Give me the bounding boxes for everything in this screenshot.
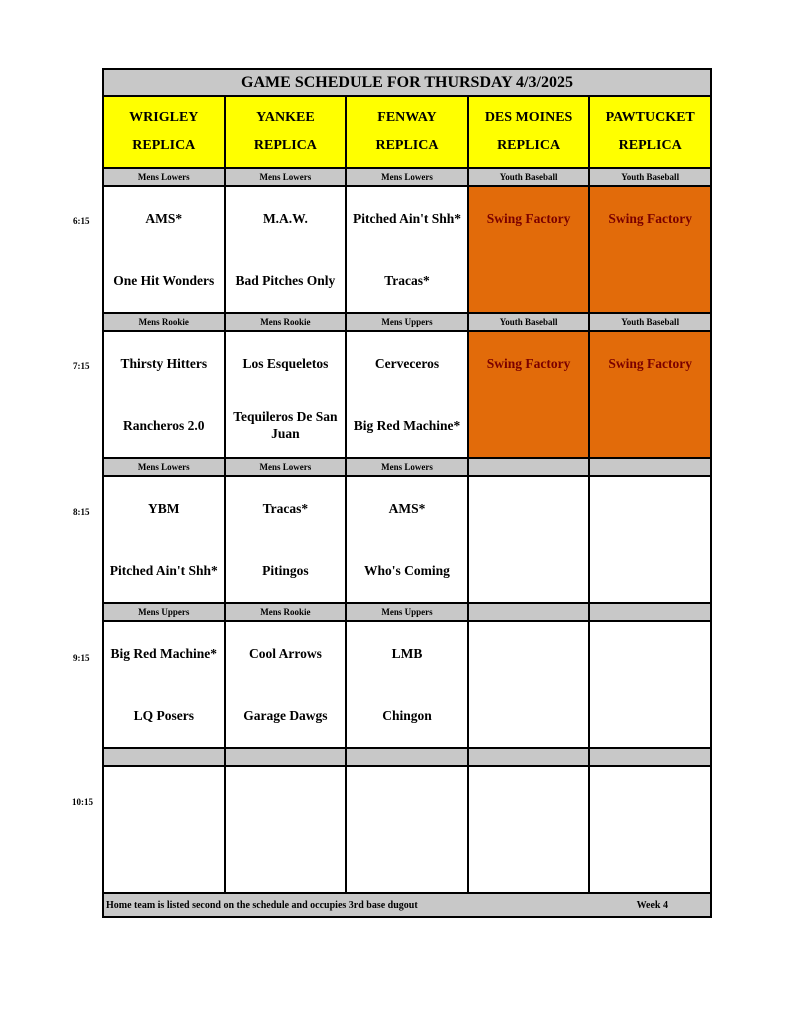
away-team: AMS* — [145, 210, 183, 226]
away-team: Tracas* — [262, 500, 309, 516]
time-label: 6:15 — [73, 216, 90, 226]
game-cell — [346, 331, 468, 458]
division-label: Mens Uppers — [103, 603, 225, 621]
time-label: 8:15 — [73, 507, 90, 517]
division-label: Mens Uppers — [346, 603, 468, 621]
home-team — [590, 684, 710, 746]
away-team — [469, 477, 589, 539]
game-cell-empty — [103, 766, 225, 893]
game-row — [103, 766, 711, 893]
game-cell — [346, 186, 468, 313]
division-label: Youth Baseball — [468, 313, 590, 331]
away-team: M.A.W. — [262, 210, 308, 226]
field-header-fenway: FENWAY REPLICA — [346, 96, 468, 168]
division-label: Mens Rookie — [103, 313, 225, 331]
division-label: Mens Rookie — [225, 313, 347, 331]
game-cell-empty — [468, 621, 590, 748]
game-cell — [225, 476, 347, 603]
away-team: Swing Factory — [608, 355, 692, 371]
division-row — [103, 748, 711, 766]
game-cell — [225, 186, 347, 313]
game-cell-youth — [468, 186, 590, 313]
home-team: Garage Dawgs — [243, 707, 328, 723]
away-team — [590, 767, 710, 829]
footer-note: Home team is listed second on the schedule and occupies 3rd base dugout — [106, 899, 418, 911]
game-cell — [346, 621, 468, 748]
game-row — [103, 186, 711, 313]
home-team: Who's Coming — [364, 562, 450, 578]
field-header-yankee: YANKEE REPLICA — [225, 96, 347, 168]
away-team: Big Red Machine* — [110, 645, 218, 661]
away-team: LMB — [391, 645, 423, 661]
game-row — [103, 476, 711, 603]
division-label: Mens Lowers — [346, 458, 468, 476]
away-team: Pitched Ain't Shh* — [352, 210, 461, 226]
away-team: Swing Factory — [608, 210, 692, 226]
home-team — [469, 684, 589, 746]
division-label — [103, 748, 225, 766]
away-team — [469, 767, 589, 829]
division-label — [468, 458, 590, 476]
away-team — [347, 767, 467, 829]
game-row — [103, 621, 711, 748]
away-team: Swing Factory — [486, 355, 571, 371]
away-team: YBM — [148, 500, 180, 516]
home-team — [590, 249, 710, 311]
home-team: Rancheros 2.0 — [123, 417, 205, 433]
division-row — [103, 603, 711, 621]
division-label: Youth Baseball — [589, 168, 711, 186]
game-cell-empty — [468, 766, 590, 893]
game-cell — [103, 331, 225, 458]
division-row — [103, 458, 711, 476]
away-team — [226, 767, 346, 829]
game-cell — [103, 476, 225, 603]
home-team: Bad Pitches Only — [235, 272, 336, 288]
division-label — [346, 748, 468, 766]
division-label: Mens Rookie — [225, 603, 347, 621]
away-team — [469, 622, 589, 684]
game-cell-empty — [468, 476, 590, 603]
schedule-table — [102, 68, 712, 918]
away-team: AMS* — [388, 500, 426, 516]
division-label — [589, 748, 711, 766]
away-team — [590, 477, 710, 539]
game-cell — [225, 331, 347, 458]
home-team — [590, 829, 710, 891]
division-label — [589, 603, 711, 621]
away-team — [590, 622, 710, 684]
schedule-title: GAME SCHEDULE FOR THURSDAY 4/3/2025 — [103, 69, 711, 96]
home-team — [226, 829, 346, 891]
division-label — [589, 458, 711, 476]
home-team: Tracas* — [384, 272, 430, 288]
game-cell — [103, 621, 225, 748]
game-cell-empty — [346, 766, 468, 893]
game-cell-youth — [589, 331, 711, 458]
home-team — [469, 539, 589, 601]
division-label: Mens Lowers — [225, 168, 347, 186]
home-team: LQ Posers — [133, 707, 194, 723]
division-label: Mens Lowers — [103, 168, 225, 186]
home-team: Pitingos — [262, 562, 309, 578]
game-cell-empty — [589, 476, 711, 603]
division-label — [225, 748, 347, 766]
game-cell — [103, 186, 225, 313]
away-team: Cool Arrows — [248, 645, 322, 661]
home-team — [347, 829, 467, 891]
field-header-pawtucket: PAWTUCKET REPLICA — [589, 96, 711, 168]
division-label: Mens Lowers — [225, 458, 347, 476]
away-team: Thirsty Hitters — [120, 355, 208, 371]
home-team — [590, 394, 710, 456]
division-row — [103, 168, 711, 186]
home-team — [590, 539, 710, 601]
time-label: 7:15 — [73, 361, 90, 371]
home-team: Big Red Machine* — [353, 417, 461, 433]
game-cell-empty — [225, 766, 347, 893]
home-team: Chingon — [382, 707, 432, 723]
footer-bar — [103, 893, 711, 917]
time-label: 10:15 — [72, 797, 93, 807]
division-label: Youth Baseball — [468, 168, 590, 186]
home-team — [469, 394, 589, 456]
division-row — [103, 313, 711, 331]
game-cell-youth — [589, 186, 711, 313]
away-team — [104, 767, 224, 829]
game-row — [103, 331, 711, 458]
home-team — [469, 249, 589, 311]
division-label — [468, 748, 590, 766]
division-label: Youth Baseball — [589, 313, 711, 331]
game-cell — [346, 476, 468, 603]
game-cell-youth — [468, 331, 590, 458]
game-cell-empty — [589, 766, 711, 893]
game-cell-empty — [589, 621, 711, 748]
division-label — [468, 603, 590, 621]
time-label: 9:15 — [73, 653, 90, 663]
division-label: Mens Lowers — [346, 168, 468, 186]
away-team: Los Esqueletos — [242, 355, 329, 371]
home-team — [469, 829, 589, 891]
field-header-des-moines: DES MOINES REPLICA — [468, 96, 590, 168]
away-team: Cerveceros — [374, 355, 440, 371]
away-team: Swing Factory — [486, 210, 571, 226]
division-label: Mens Uppers — [346, 313, 468, 331]
home-team: One Hit Wonders — [113, 272, 215, 288]
week-label: Week 4 — [636, 899, 668, 911]
home-team: Pitched Ain't Shh* — [109, 562, 218, 578]
game-cell — [225, 621, 347, 748]
field-header-wrigley: WRIGLEY REPLICA — [103, 96, 225, 168]
home-team: Tequileros De San Juan — [233, 409, 338, 441]
division-label: Mens Lowers — [103, 458, 225, 476]
home-team — [104, 829, 224, 891]
